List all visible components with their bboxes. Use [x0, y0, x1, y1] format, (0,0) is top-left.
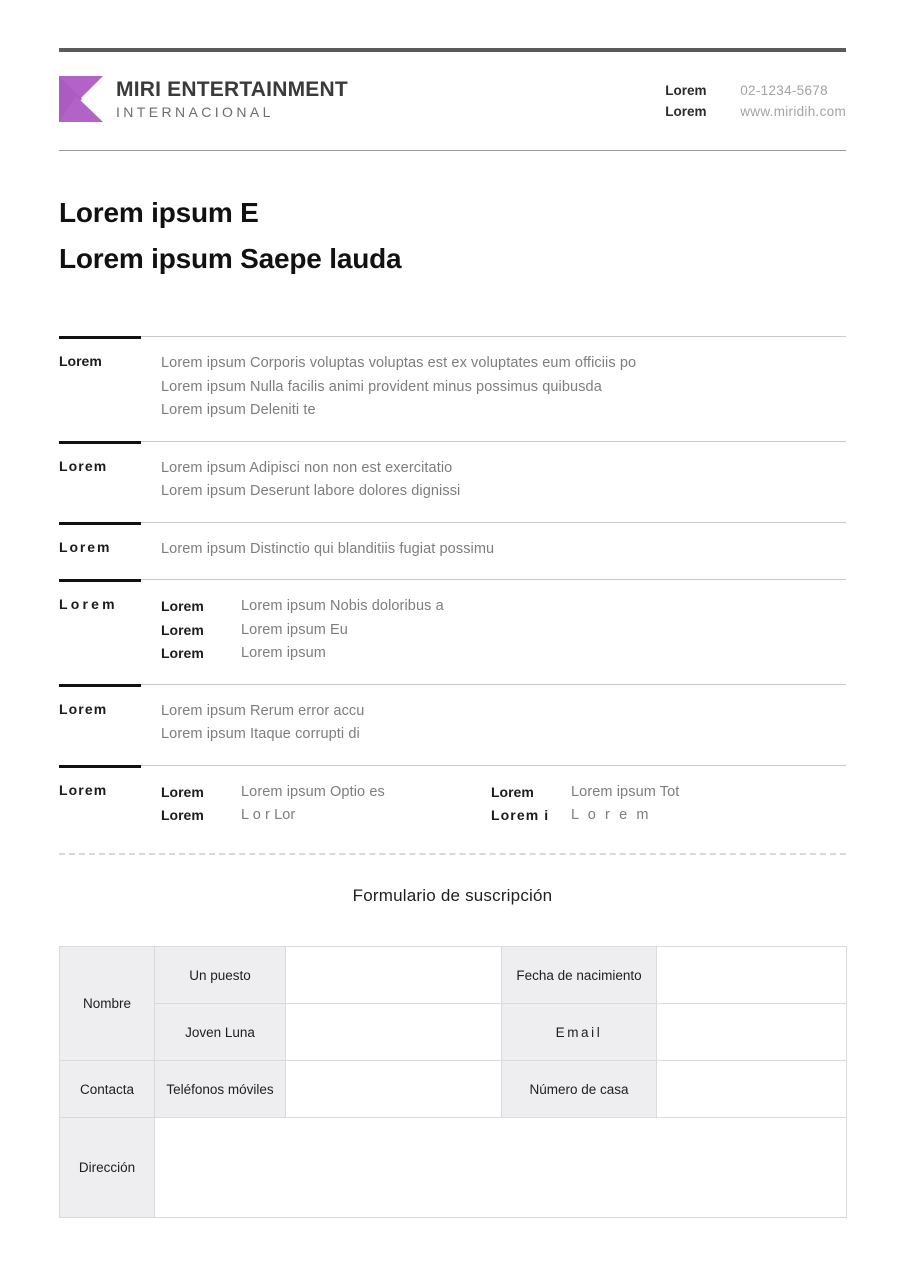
cell-email-input[interactable]	[657, 1004, 847, 1061]
contact-website[interactable]: www.miridih.com	[740, 104, 846, 119]
brand-block	[59, 76, 348, 122]
section-6-col2-pair-1-value: Lorem ipsum Tot	[571, 783, 680, 800]
section-6-col1-pair-1	[161, 781, 491, 805]
section-2-body	[141, 441, 846, 522]
cell-un-puesto: Un puesto	[155, 947, 286, 1004]
section-4-pair-2-key: Lorem	[161, 621, 204, 638]
section-5-label: Lorem	[59, 684, 141, 765]
cell-un-puesto-input[interactable]	[286, 947, 502, 1004]
section-4-pair-3	[161, 642, 846, 666]
section-4-pair-3-value: Lorem ipsum	[241, 645, 326, 661]
section-5	[59, 684, 846, 765]
contact-phone: 02-1234-5678	[740, 83, 828, 98]
section-4-label: Lorem	[59, 579, 141, 684]
cell-telefonos-moviles: Teléfonos móviles	[155, 1061, 286, 1118]
section-6-label: Lorem	[59, 765, 141, 846]
section-5-line-1: Lorem ipsum Rerum error accu	[161, 702, 365, 719]
section-4-pair-1-value: Lorem ipsum Nobis doloribus a	[241, 598, 444, 614]
header-top-rule	[59, 48, 846, 52]
contact-row	[665, 80, 846, 101]
section-2-line-1: Lorem ipsum Adipisci non non est exercitatio	[161, 459, 453, 476]
section-3-body	[141, 522, 846, 580]
contact-block	[665, 80, 846, 122]
cell-telefonos-moviles-input[interactable]	[286, 1061, 502, 1118]
section-1-line-1: Lorem ipsum Corporis voluptas voluptas est ex voluptates eum officiis po	[161, 355, 637, 371]
document-header	[59, 72, 846, 134]
section-4-body	[141, 579, 846, 684]
brand-name: MIRI ENTERTAINMENT	[116, 77, 348, 101]
cell-fecha-de-nacimiento: Fecha de nacimiento	[502, 947, 657, 1004]
section-1	[59, 336, 846, 441]
section-2-label: Lorem	[59, 441, 141, 522]
header-bottom-rule	[59, 150, 846, 151]
contact-label: Lorem	[665, 83, 707, 98]
table-row	[60, 1004, 847, 1061]
section-6-columns	[161, 781, 846, 828]
section-6-body	[141, 765, 846, 846]
section-6-column-2	[491, 781, 679, 828]
content-sections	[59, 336, 846, 846]
table-row	[60, 1061, 847, 1118]
section-6-col2-pair-2-value: L o r e m	[571, 807, 652, 823]
section-divider-dashed	[59, 853, 846, 855]
section-6-col1-pair-2-key: Lorem	[161, 807, 204, 823]
cell-fecha-de-nacimiento-input[interactable]	[657, 947, 847, 1004]
section-6-col1-pair-1-key: Lorem	[161, 783, 204, 800]
section-6-col1-pair-2	[161, 804, 491, 828]
section-6-column-1	[161, 781, 491, 828]
section-6-col2-pair-2	[491, 804, 679, 828]
cell-direccion-input[interactable]	[155, 1118, 847, 1218]
brand-subtitle: INTERNACIONAL	[116, 103, 274, 120]
cell-direccion: Dirección	[60, 1118, 155, 1218]
table-row	[60, 947, 847, 1004]
brand-text	[116, 78, 348, 121]
section-1-line-3: Lorem ipsum Deleniti te	[161, 402, 316, 418]
section-3-label: Lorem	[59, 522, 141, 580]
section-1-body	[141, 336, 846, 441]
section-6-col1-pair-2-value: L o r Lor	[241, 807, 296, 823]
miri-logo-icon	[59, 76, 103, 122]
table-row	[60, 1118, 847, 1218]
section-6-col2-pair-1	[491, 781, 679, 805]
cell-email: Email	[502, 1004, 657, 1061]
cell-contacta: Contacta	[60, 1061, 155, 1118]
section-6-col1-pair-1-value: Lorem ipsum Optio es	[241, 783, 385, 800]
section-6-col2-pair-1-key: Lorem	[491, 783, 534, 800]
section-4-pair-3-key: Lorem	[161, 645, 204, 661]
section-4-pair-1	[161, 595, 846, 619]
section-1-label: Lorem	[59, 336, 141, 441]
section-4-pairs	[161, 595, 846, 666]
page-title	[59, 190, 846, 282]
contact-row	[665, 101, 846, 122]
section-2-line-2: Lorem ipsum Deserunt labore dolores dignissi	[161, 483, 461, 499]
section-4	[59, 579, 846, 684]
section-3-line-1: Lorem ipsum Distinctio qui blanditiis fugiat possimu	[161, 540, 495, 557]
cell-numero-de-casa: Número de casa	[502, 1061, 657, 1118]
section-2	[59, 441, 846, 522]
section-5-line-2: Lorem ipsum Itaque corrupti di	[161, 726, 360, 742]
section-6	[59, 765, 846, 846]
cell-nombre: Nombre	[60, 947, 155, 1061]
page-title-line-1: Lorem ipsum E	[59, 197, 259, 228]
section-4-pair-2-value: Lorem ipsum Eu	[241, 621, 348, 638]
cell-joven-luna: Joven Luna	[155, 1004, 286, 1061]
section-4-pair-2	[161, 619, 846, 643]
page-title-line-2: Lorem ipsum Saepe lauda	[59, 243, 402, 274]
section-1-line-2: Lorem ipsum Nulla facilis animi provident minus possimus quibusda	[161, 378, 602, 395]
cell-numero-de-casa-input[interactable]	[657, 1061, 847, 1118]
section-5-body	[141, 684, 846, 765]
form-title: Formulario de suscripción	[352, 886, 553, 905]
contact-label: Lorem	[665, 104, 707, 119]
cell-joven-luna-input[interactable]	[286, 1004, 502, 1061]
section-3	[59, 522, 846, 580]
section-4-pair-1-key: Lorem	[161, 598, 204, 614]
section-6-col2-pair-2-key: Lorem i	[491, 807, 550, 823]
subscription-form-table	[59, 946, 847, 1218]
